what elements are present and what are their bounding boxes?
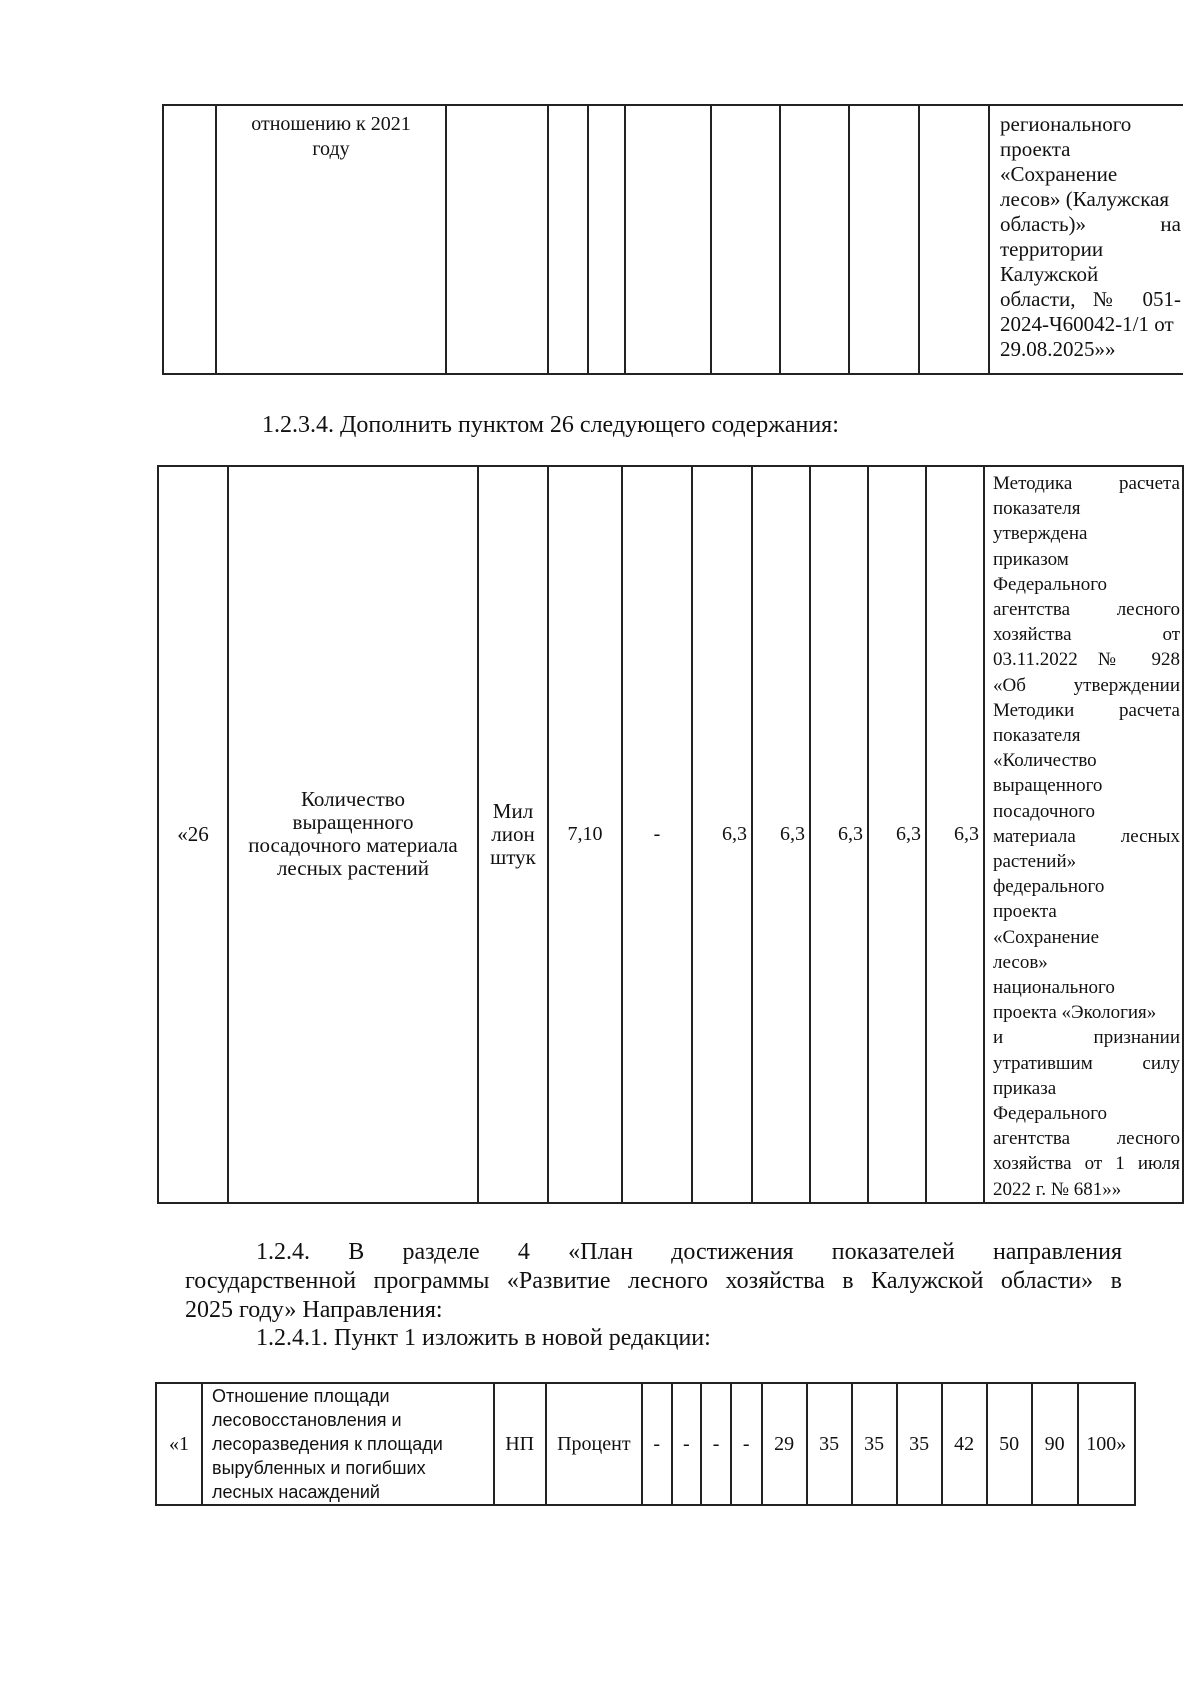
cell-value: 6,3 xyxy=(752,466,810,1203)
heading-1-2-4-1: 1.2.4.1. Пункт 1 изложить в новой редакции: xyxy=(256,1325,711,1351)
cell-value: 35 xyxy=(852,1383,897,1505)
cell-base-value: 7,10 xyxy=(548,466,622,1203)
cell-dash: - xyxy=(701,1383,731,1505)
cell-level: НП xyxy=(494,1383,546,1505)
cell-empty xyxy=(548,105,588,374)
cell-indicator-name: Количество выращенного посадочного материала лесных растений xyxy=(228,466,478,1203)
cell-empty xyxy=(849,105,919,374)
cell-dash: - xyxy=(731,1383,762,1505)
cell-value: 35 xyxy=(897,1383,942,1505)
cell-value: 6,3 xyxy=(926,466,984,1203)
cell-value: 42 xyxy=(942,1383,987,1505)
cell-empty xyxy=(446,105,548,374)
cell-num: «1 xyxy=(156,1383,202,1505)
cell-empty xyxy=(711,105,780,374)
cell-base-year: - xyxy=(622,466,692,1203)
cell-dash: - xyxy=(672,1383,702,1505)
cell-value: 6,3 xyxy=(692,466,752,1203)
cell-note: регионального проекта «Сохранение лесов» (Калужская область)» на территории Калужской области, № 051- 2024-Ч60042-1/1 от 29.08.2025»» xyxy=(989,105,1183,374)
table-row-1 xyxy=(155,1382,1136,1506)
cell-value: 90 xyxy=(1032,1383,1078,1505)
cell-indicator-name: отношению к 2021 году xyxy=(216,105,446,374)
cell-value: 6,3 xyxy=(868,466,926,1203)
paragraph-1-2-4: 1.2.4. В разделе 4 «План достижения показателей направления государственной программы «Развитие лесного хозяйства в Калужской области» в 2025 году» Направления: xyxy=(185,1239,1122,1323)
cell-unit: Мил лион штук xyxy=(478,466,548,1203)
cell-unit: Процент xyxy=(546,1383,642,1505)
cell-empty xyxy=(625,105,711,374)
cell-value: 50 xyxy=(987,1383,1032,1505)
cell-note: Методика расчета показателя утверждена приказом Федерального агентства лесного хозяйства от 03.11.2022 № 928 «Об утверждении Методики расчета показателя «Количество выращенного посадочного материала лесных растений» федерального проекта «Сохранение лесов» национального проекта «Экология» и признании утратившим силу приказа Федерального агентства лесного хозяйства от 1 июля 2022 г. № 681»» xyxy=(984,466,1183,1203)
table-row-26 xyxy=(157,465,1184,1204)
cell-dash: - xyxy=(642,1383,672,1505)
cell-indicator-name: Отношение площади лесовосстановления и лесоразведения к площади вырубленных и погибших лесных насаждений xyxy=(202,1383,494,1505)
cell-value: 100» xyxy=(1078,1383,1135,1505)
cell-empty xyxy=(919,105,989,374)
table-continuation xyxy=(162,104,1183,375)
cell-num: «26 xyxy=(158,466,228,1203)
heading-1-2-3-4: 1.2.3.4. Дополнить пунктом 26 следующего содержания: xyxy=(262,412,839,438)
cell-value: 35 xyxy=(807,1383,852,1505)
cell-value: 6,3 xyxy=(810,466,868,1203)
cell-empty xyxy=(588,105,625,374)
cell-num xyxy=(163,105,216,374)
cell-value: 29 xyxy=(762,1383,807,1505)
cell-empty xyxy=(780,105,849,374)
